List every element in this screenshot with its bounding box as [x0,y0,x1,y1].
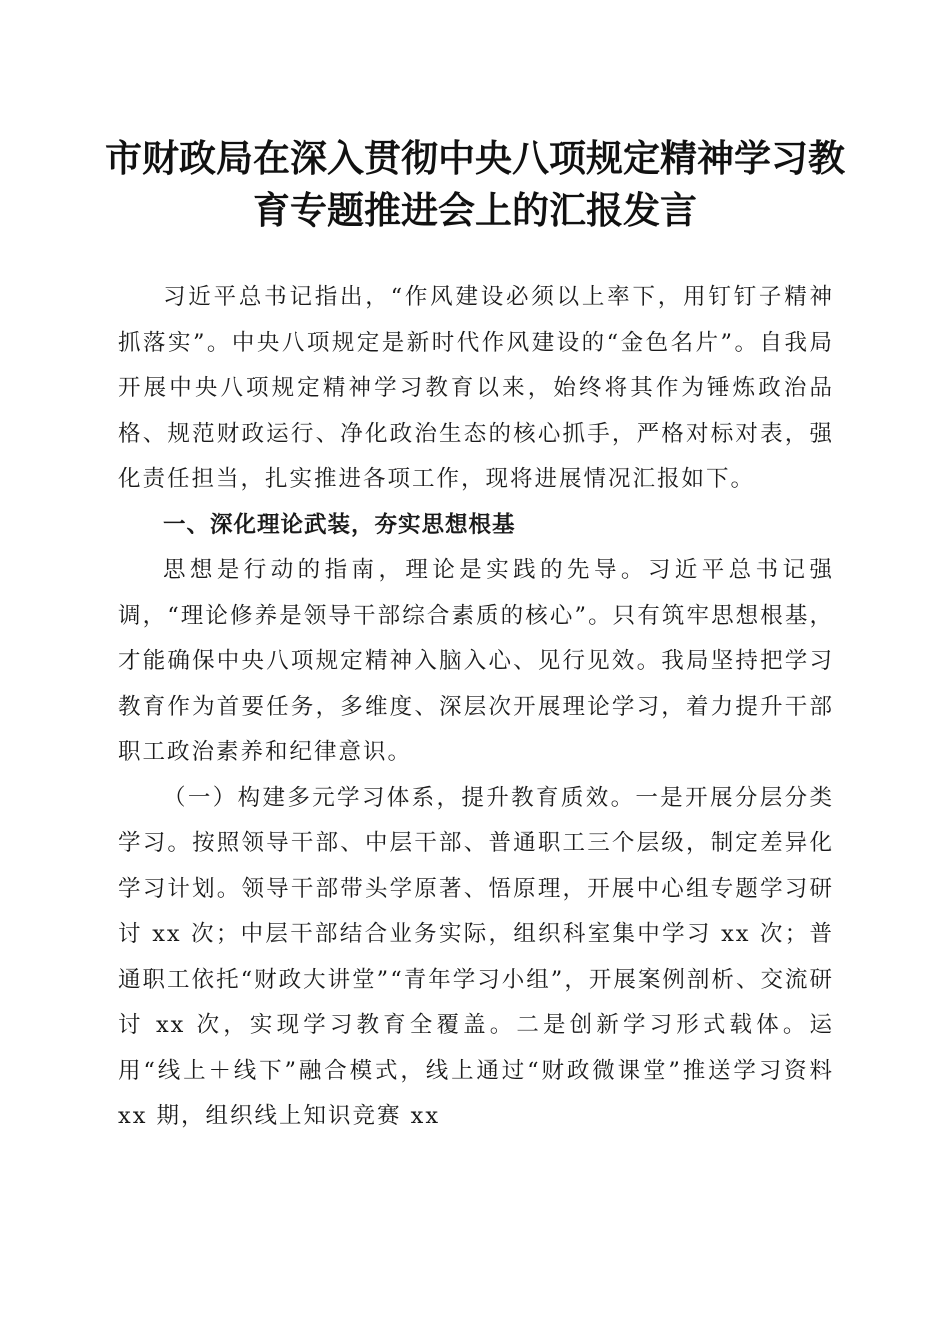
document-body [118,275,834,1140]
document-title-line-2: 育专题推进会上的汇报发言 [253,188,697,232]
document-title-line-1: 市财政局在深入贯彻中央八项规定精神学习教 [105,136,845,180]
section-1-heading: 一、深化理论武装，夯实思想根基 [163,511,516,538]
document-title [100,132,850,236]
section-1-paragraph: 思想是行动的指南，理论是实践的先导。习近平总书记强调，“理论修养是领导干部综合素质的核心”。只有筑牢思想根基，才能确保中央八项规定精神入脑入心、见行见效。我局坚持把学习教育作为首要任务，多维度、深层次开展理论学习，着力提升干部职工政治素养和纪律意识。 [118,557,834,765]
subsection-1-paragraph: （一）构建多元学习体系，提升教育质效。一是开展分层分类学习。按照领导干部、中层干部、普通职工三个层级，制定差异化学习计划。领导干部带头学原著、悟原理，开展中心组专题学习研讨 xx 次；中层干部结合业务实际，组织科室集中学习 xx 次；普通职工依托“财政大讲堂”“青年学习小组”，开展案例剖析、交流研讨 xx 次，实现学习教育全覆盖。二是创新学习形式载体。运用“线上＋线下”融合模式，线上通过“财政微课堂”推送学习资料 xx 期，组织线上知识竞赛 xx [118,784,834,1129]
intro-paragraph: 习近平总书记指出，“作风建设必须以上率下，用钉钉子精神抓落实”。中央八项规定是新时代作风建设的“金色名片”。自我局开展中央八项规定精神学习教育以来，始终将其作为锤炼政治品格、规范财政运行、净化政治生态的核心抓手，严格对标对表，强化责任担当，扎实推进各项工作，现将进展情况汇报如下。 [118,284,834,492]
